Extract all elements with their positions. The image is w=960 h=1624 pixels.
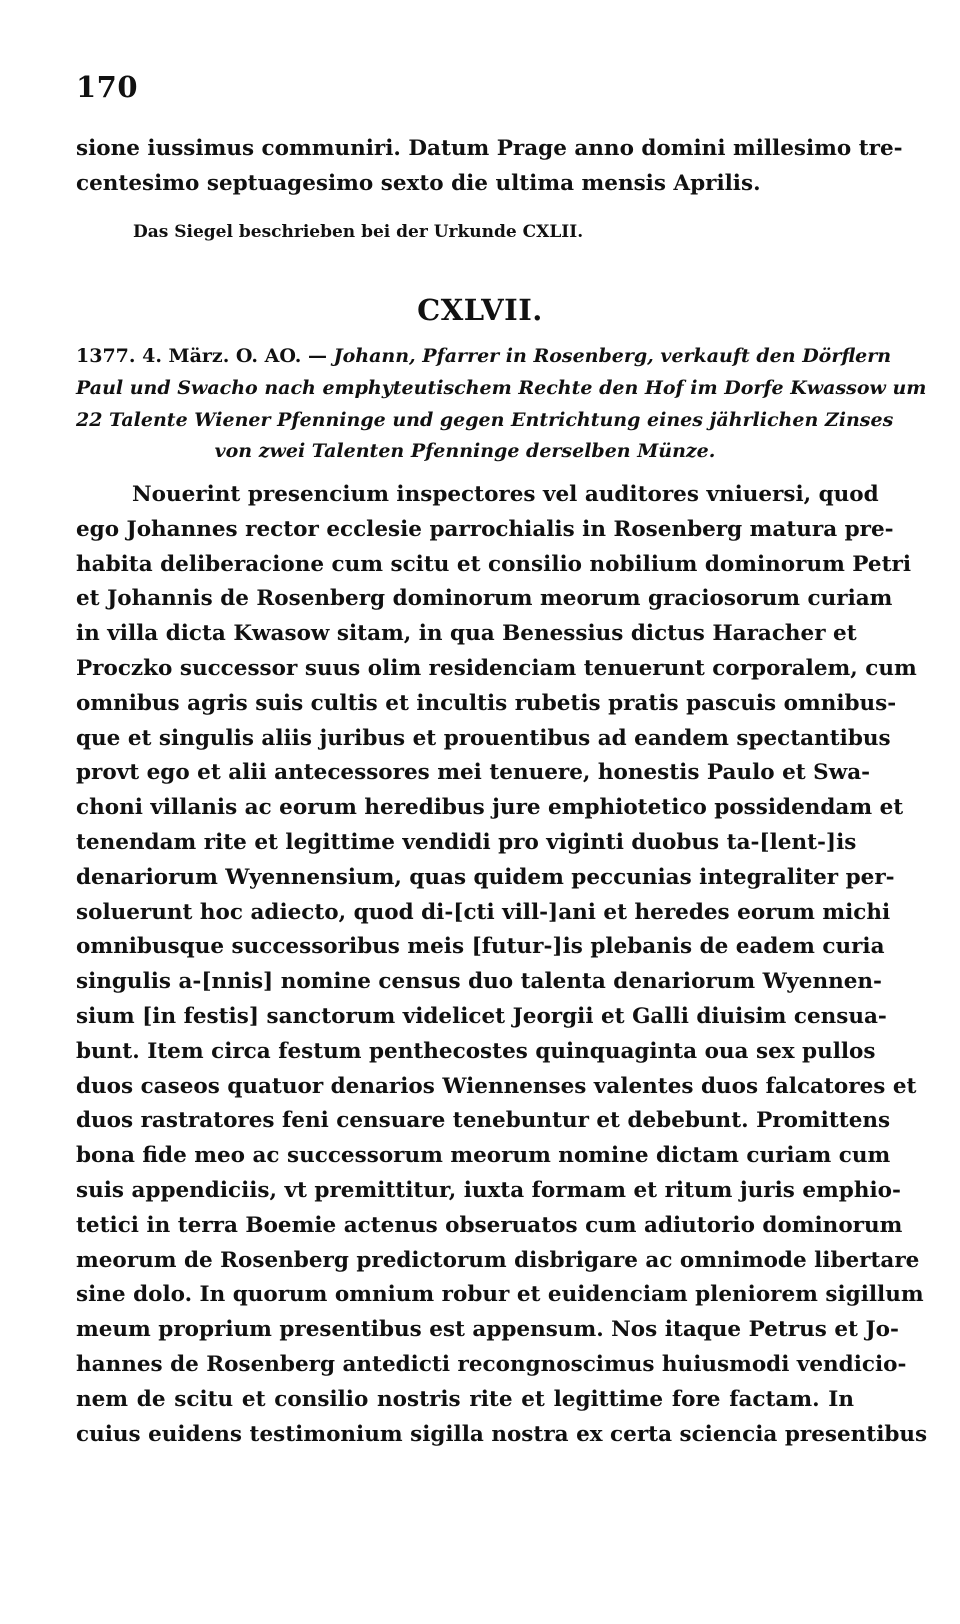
body-line: duos rastratores feni censuare tenebuntur et debebunt. Promittens <box>76 1108 891 1134</box>
charter-number: CXLVII. <box>417 293 543 327</box>
body-line: choni villanis ac eorum heredibus jure emphiotetico possidendam et <box>76 795 904 821</box>
body-line: que et singulis aliis juribus et prouentibus ad eandem spectantibus <box>76 725 891 751</box>
body-line: ego Johannes rector ecclesie parrochialis in Rosenberg matura pre- <box>76 516 894 542</box>
page-number: 170 <box>76 70 139 104</box>
body-line: duos caseos quatuor denarios Wiennenses valentes duos falcatores et <box>76 1073 917 1099</box>
regest-line: Paul und Swacho nach emphyteutischem Rechte den Hof im Dorfe Kwassow um <box>76 377 927 399</box>
body-line: singulis a-[nnis] nomine census duo talenta denariorum Wyennen- <box>76 969 882 995</box>
body-line: soluerunt hoc adiecto, quod di-[cti vill-]ani et heredes eorum michi <box>76 899 891 925</box>
body-line: in villa dicta Kwasow sitam, in qua Benessius dictus Haracher et <box>76 621 857 647</box>
body-line: sium [in festis] sanctorum videlicet Jeorgii et Galli diuisim censua- <box>76 1004 887 1029</box>
body-line: omnibus agris suis cultis et incultis rubetis pratis pascuis omnibus- <box>76 690 897 716</box>
body-line: bona fide meo ac successorum meorum nomine dictam curiam cum <box>76 1143 891 1169</box>
body-line: tenendam rite et legittime vendidi pro viginti duobus ta-[lent-]is <box>76 830 857 855</box>
body-line: Proczko successor suus olim residenciam tenuerunt corporalem, cum <box>76 656 917 681</box>
carryover-line: sione iussimus communiri. Datum Prage anno domini millesimo tre- <box>76 136 903 161</box>
body-line: meum proprium presentibus est appensum. Nos itaque Petrus et Jo- <box>76 1317 899 1343</box>
body-line: provt ego et alii antecessores mei tenuere, honestis Paulo et Swa- <box>76 760 871 786</box>
body-line: denariorum Wyennensium, quas quidem peccunias integraliter per- <box>76 864 895 890</box>
seal-note: Das Siegel beschrieben bei der Urkunde CXLII. <box>133 222 584 242</box>
body-line: bunt. Item circa festum penthecostes quinquaginta oua sex pullos <box>76 1038 876 1064</box>
body-line: et Johannis de Rosenberg dominorum meorum graciosorum curiam <box>76 586 893 612</box>
regest-line: 22 Talente Wiener Pfenninge und gegen Entrichtung eines jährlichen Zinses <box>76 409 894 431</box>
body-line: tetici in terra Boemie actenus obseruatos cum adiutorio dominorum <box>76 1212 903 1238</box>
body-line: sine dolo. In quorum omnium robur et euidenciam pleniorem sigillum <box>76 1282 924 1308</box>
body-line: habita deliberacione cum scitu et consilio nobilium dominorum Petri <box>76 551 912 577</box>
regest-line: von zwei Talenten Pfenninge derselben Münze. <box>214 440 716 462</box>
body-line: omnibusque successoribus meis [futur-]is plebanis de eadem curia <box>76 934 885 960</box>
body-line: Nouerint presencium inspectores vel auditores vniuersi, quod <box>132 482 879 507</box>
carryover-line: centesimo septuagesimo sexto die ultima mensis Aprilis. <box>76 171 761 196</box>
body-line: suis appendiciis, vt premittitur, iuxta formam et ritum juris emphio- <box>76 1178 901 1203</box>
body-line: cuius euidens testimonium sigilla nostra ex certa sciencia presentibus <box>76 1421 928 1447</box>
regest-date: 1377. 4. März. O. AO. — <box>76 345 328 367</box>
body-line: hannes de Rosenberg antedicti recongnoscimus huiusmodi vendicio- <box>76 1352 907 1377</box>
body-line: meorum de Rosenberg predictorum disbrigare ac omnimode libertare <box>76 1247 920 1273</box>
body-line: nem de scitu et consilio nostris rite et legittime fore factam. In <box>76 1386 854 1412</box>
regest-text: Johann, Pfarrer in Rosenberg, verkauft den Dörflern <box>333 345 892 367</box>
regest-line <box>76 345 892 367</box>
